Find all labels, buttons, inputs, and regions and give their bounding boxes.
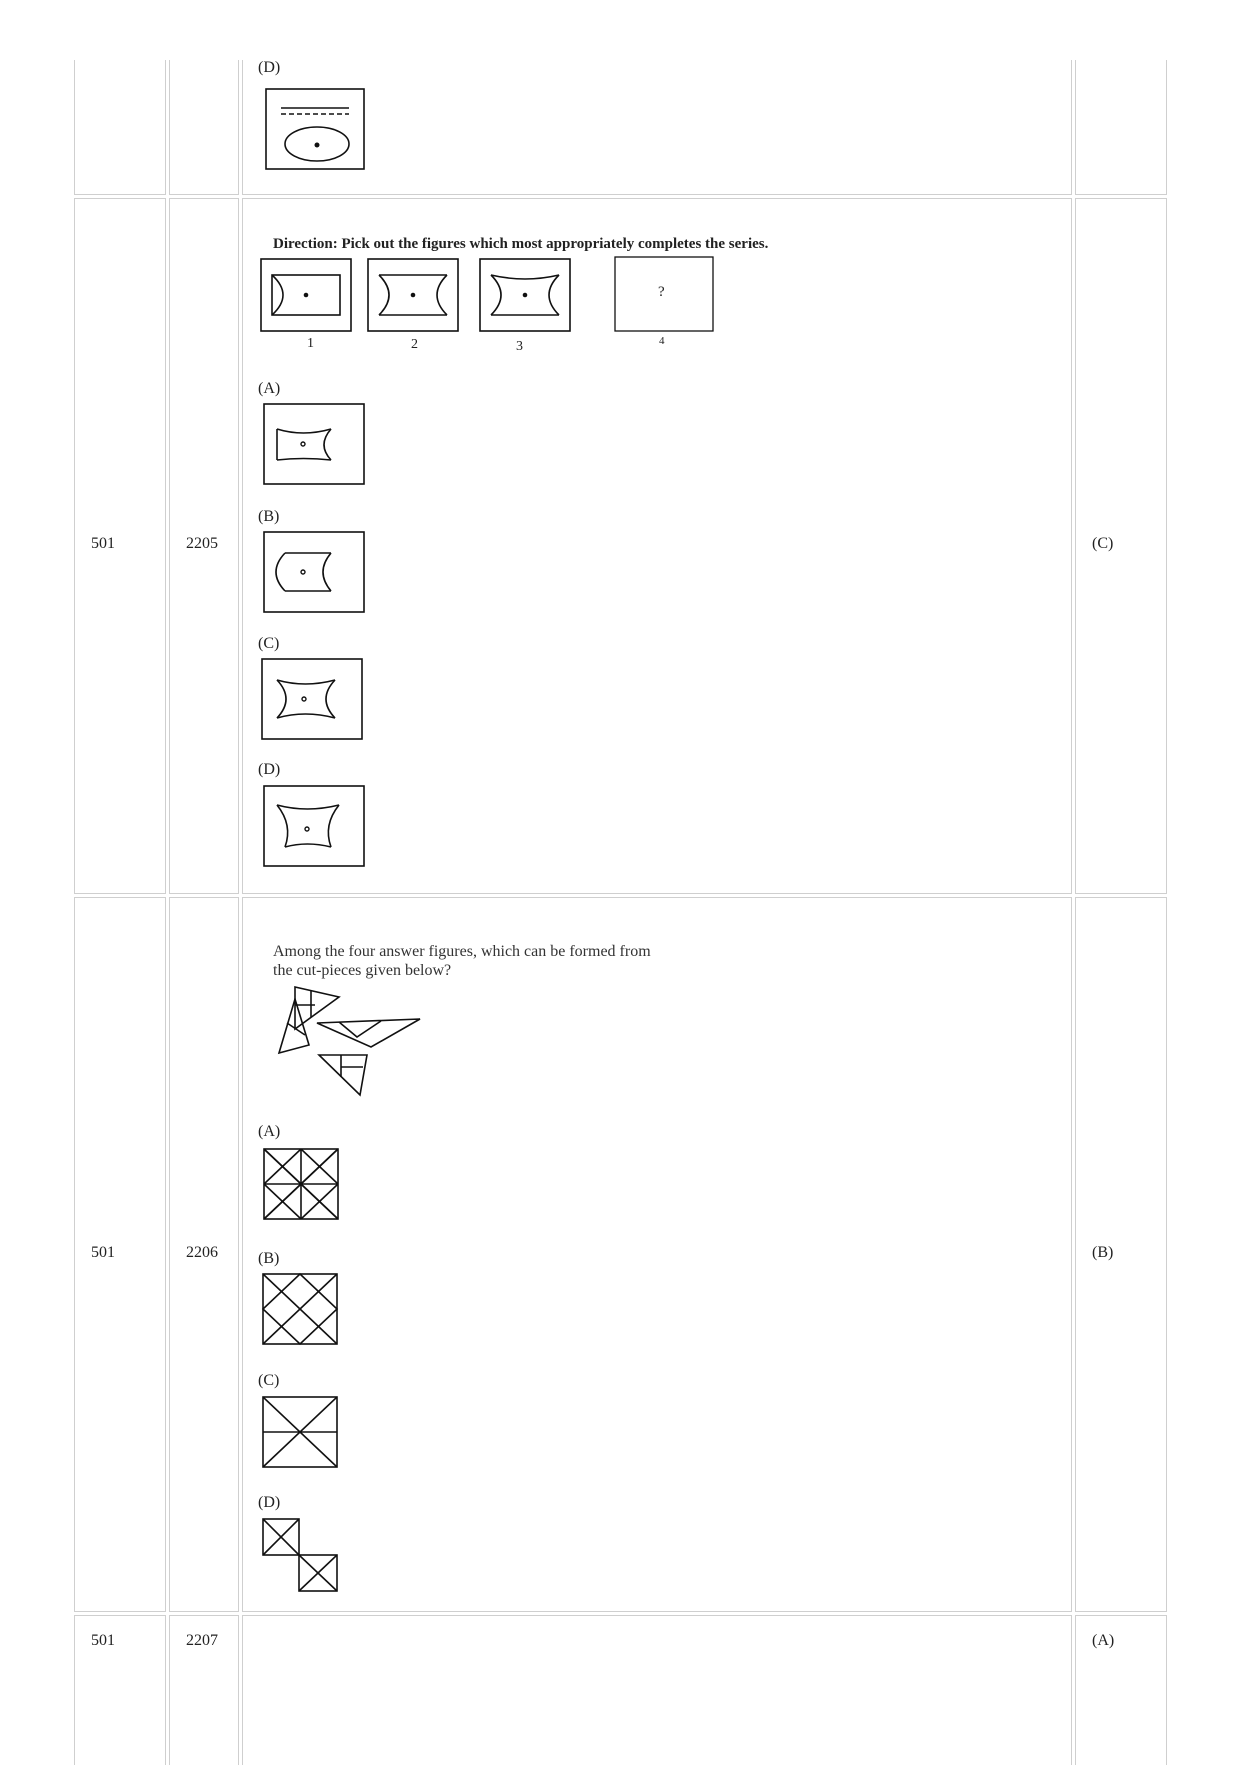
question-text: the cut-pieces given below? bbox=[273, 962, 452, 979]
question-text: Among the four answer figures, which can be formed from bbox=[273, 943, 651, 960]
series-figure-2 bbox=[367, 258, 459, 333]
series-figure-3 bbox=[479, 258, 571, 333]
question-id: 2207 bbox=[186, 1632, 218, 1649]
option-label: (D) bbox=[258, 59, 281, 76]
row1-answer-cell bbox=[1075, 198, 1167, 894]
option-label: (C) bbox=[258, 1372, 280, 1389]
question-code: 501 bbox=[91, 1632, 115, 1649]
question-id: 2206 bbox=[186, 1244, 218, 1261]
row3-answer-cell bbox=[1075, 1615, 1167, 1765]
row0-answer-cell bbox=[1075, 60, 1167, 195]
option-label: (A) bbox=[258, 1123, 281, 1140]
option-label: (A) bbox=[258, 380, 281, 397]
question-direction: Direction: Pick out the figures which most appropriately completes the series. bbox=[273, 236, 769, 252]
option-c-figure bbox=[261, 658, 363, 740]
series-label-2: 2 bbox=[411, 337, 418, 352]
question-code: 501 bbox=[91, 1244, 115, 1261]
row0-col2-cell bbox=[169, 60, 239, 195]
row1-col1-cell bbox=[74, 198, 166, 894]
correct-answer: (A) bbox=[1092, 1632, 1115, 1649]
question-id: 2205 bbox=[186, 535, 218, 552]
option-b-figure bbox=[263, 531, 365, 613]
series-figure-1 bbox=[260, 258, 352, 333]
row2-col1-cell bbox=[74, 897, 166, 1612]
series-label-3: 3 bbox=[516, 339, 523, 354]
series-label-4: 4 bbox=[659, 335, 665, 347]
cut-pieces-figure bbox=[275, 985, 425, 1097]
question-mark: ? bbox=[658, 284, 665, 300]
option-label: (D) bbox=[258, 761, 281, 778]
option-a-figure bbox=[263, 403, 365, 485]
series-label-1: 1 bbox=[307, 336, 314, 351]
option-label: (C) bbox=[258, 635, 280, 652]
correct-answer: (C) bbox=[1092, 535, 1114, 552]
row0-col1-cell bbox=[74, 60, 166, 195]
option-b-diamond-figure bbox=[261, 1272, 339, 1346]
option-label: (D) bbox=[258, 1494, 281, 1511]
row3-question-cell bbox=[242, 1615, 1072, 1765]
figure-option-d-ellipse bbox=[265, 88, 365, 170]
question-code: 501 bbox=[91, 535, 115, 552]
option-label: (B) bbox=[258, 508, 280, 525]
option-c-cross-figure bbox=[261, 1395, 339, 1469]
option-d-two-squares-figure bbox=[261, 1517, 339, 1595]
correct-answer: (B) bbox=[1092, 1244, 1114, 1261]
row2-answer-cell bbox=[1075, 897, 1167, 1612]
option-a-grid-figure bbox=[262, 1147, 340, 1221]
row0-question-cell bbox=[242, 60, 1072, 195]
row3-col1-cell bbox=[74, 1615, 166, 1765]
option-d-figure bbox=[263, 785, 365, 867]
option-label: (B) bbox=[258, 1250, 280, 1267]
